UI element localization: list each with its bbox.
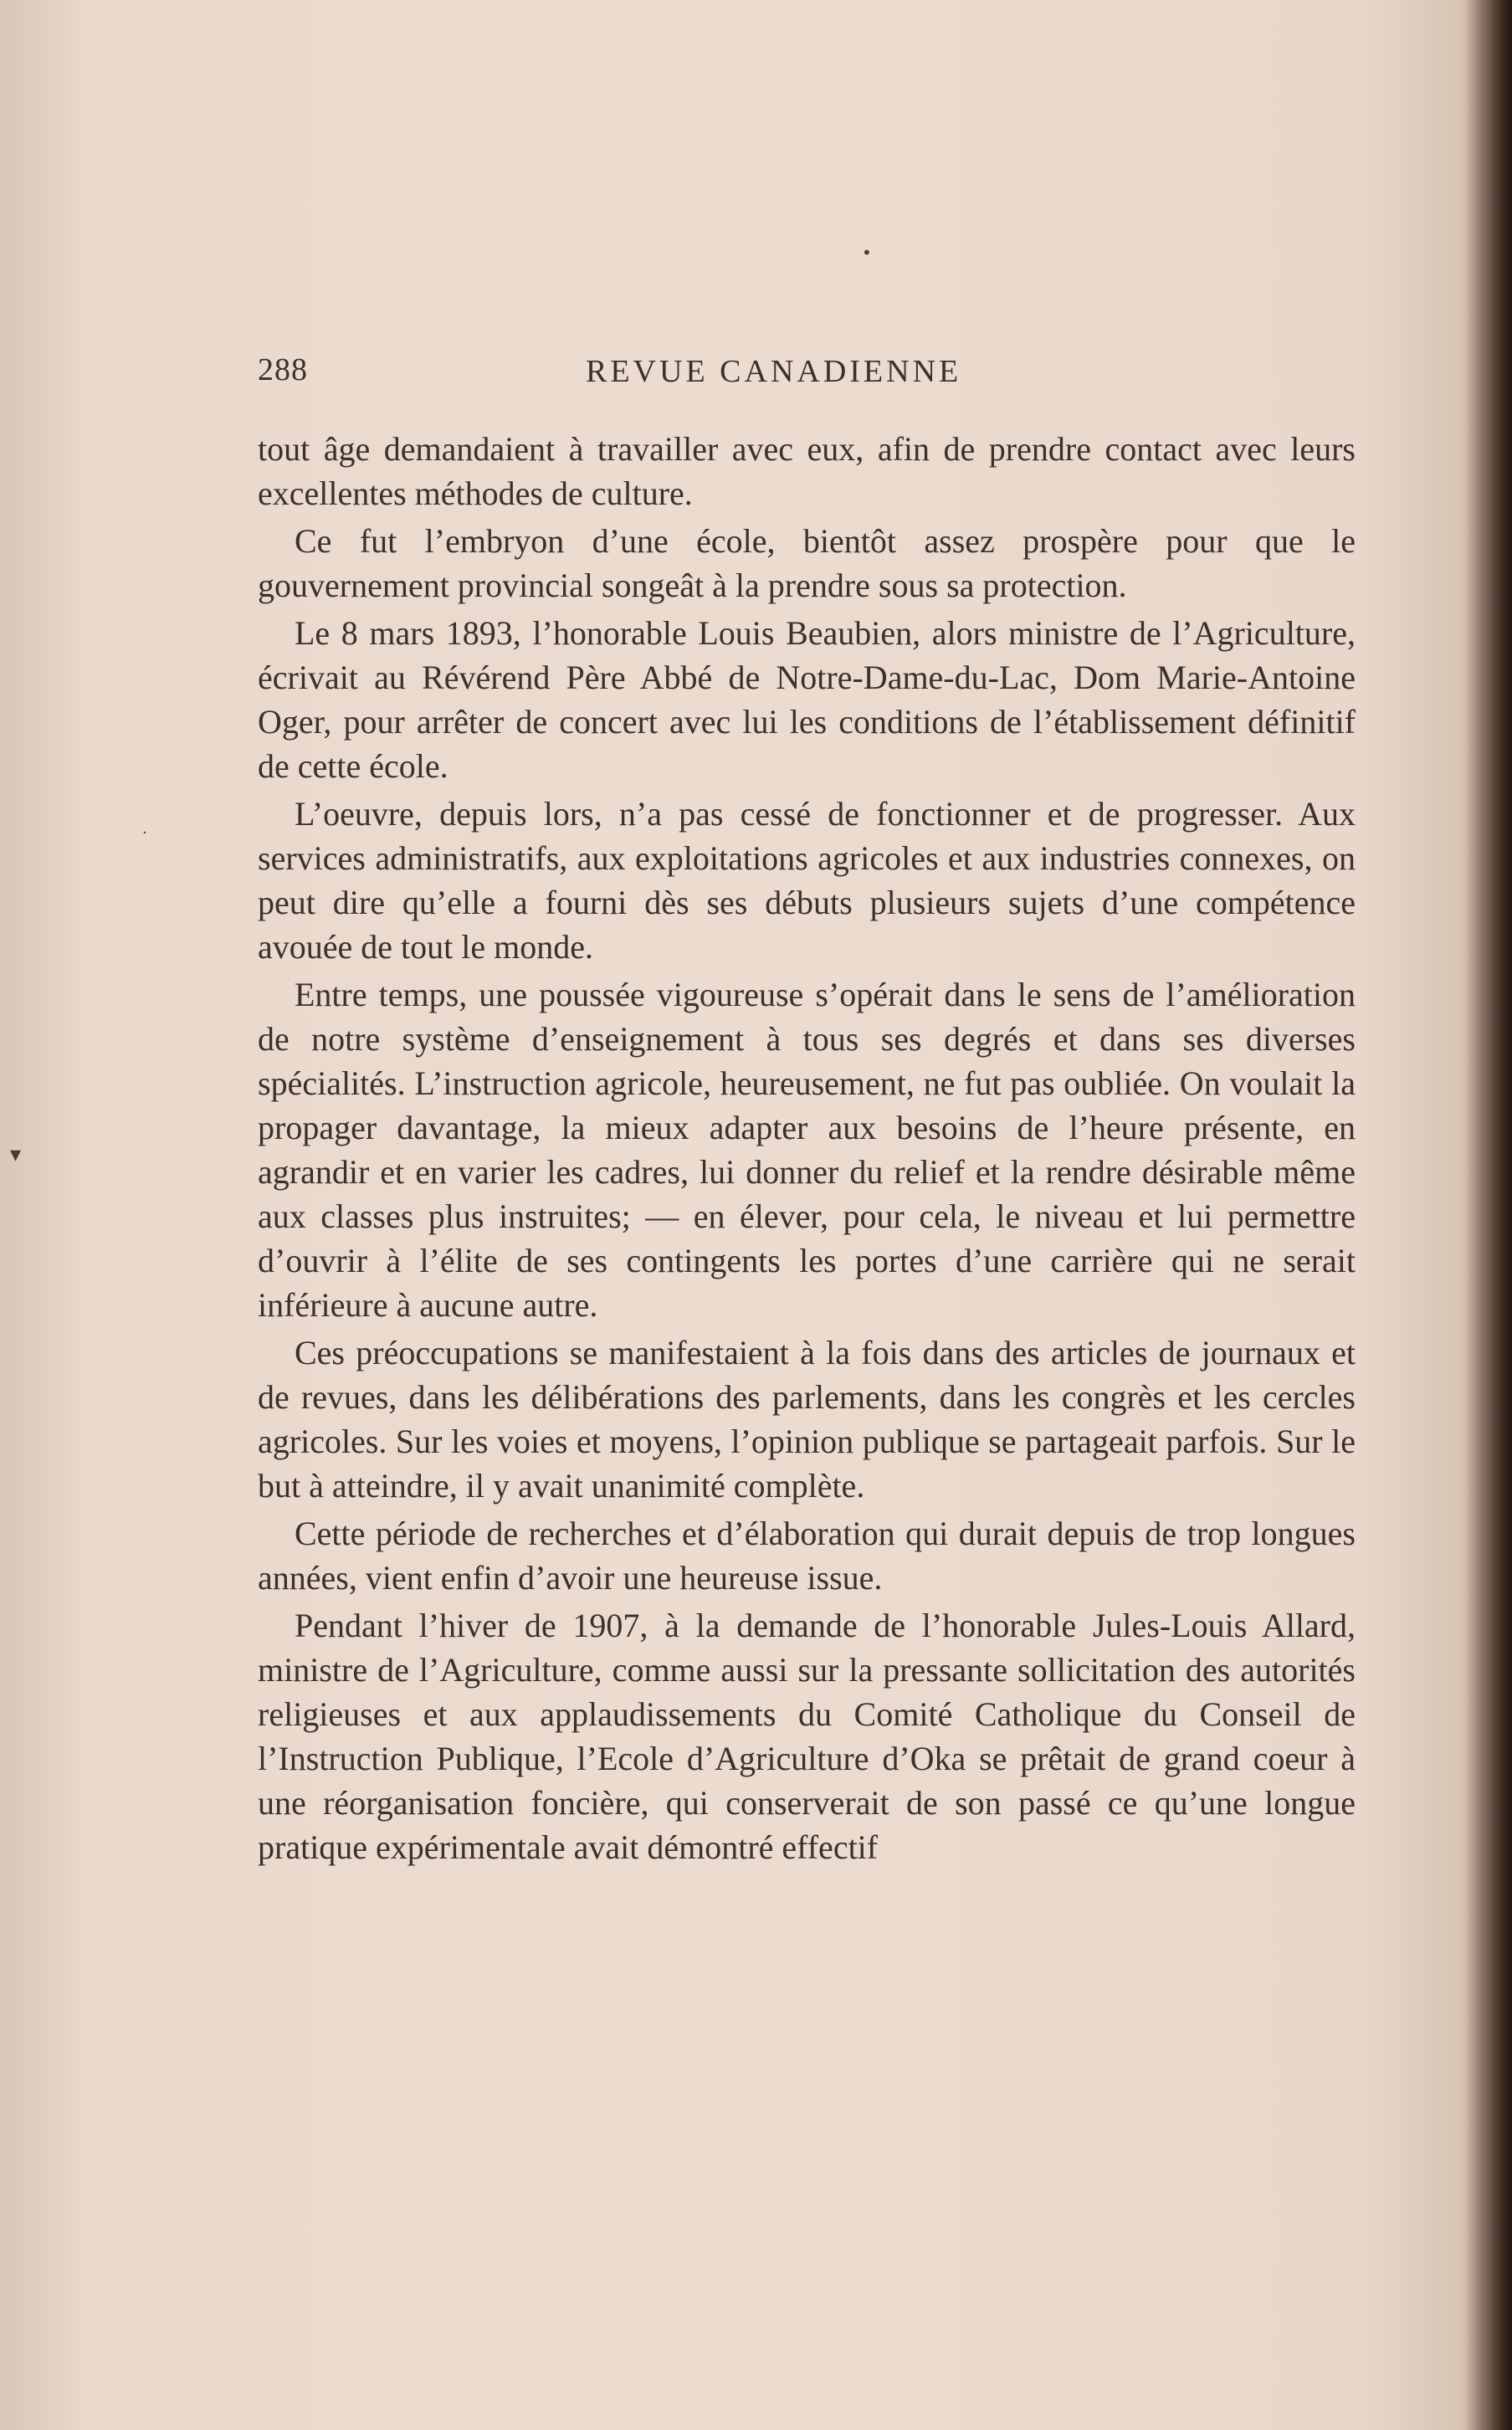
journal-title: REVUE CANADIENNE xyxy=(586,354,962,389)
paragraph: tout âge demandaient à travailler avec eux, afin de prendre contact avec leurs excellentes méthodes de culture. xyxy=(258,430,1356,512)
paragraph: Ces préoccupations se manifestaient à la fois dans des articles de journaux et de revues, dans les délibérations des parlements, dans les congrès et les cercles agricoles. Sur les voies et moyens, l’opinion publique se partageait parfois. Sur le but à atteindre, il y avait unanimité complète. xyxy=(258,1334,1356,1505)
paragraph: L’oeuvre, depuis lors, n’a pas cessé de fonctionner et de progresser. Aux services administratifs, aux exploitations agricoles et aux industries connexes, on peut dire qu’elle a fourni dès ses débuts plusieurs sujets d’une compétence avouée de tout le monde. xyxy=(258,795,1356,966)
body-text xyxy=(243,427,1364,1869)
running-head xyxy=(243,335,1364,393)
book-page xyxy=(243,335,1364,1873)
margin-dot-mark: • xyxy=(862,243,872,263)
paragraph: Pendant l’hiver de 1907, à la demande de l’honorable Jules-Louis Allard, ministre de l’Agriculture, comme aussi sur la pressante sollicitation des autorités religieuses et aux applaudissements du Comité Catholique du Conseil de l’Instruction Publique, l’Ecole d’Agriculture d’Oka se prêtait de grand coeur à une réorganisation foncière, qui conserverait de son passé ce qu’une longue pratique expérimentale avait démontré effectif xyxy=(258,1607,1356,1866)
margin-bullet-mark: ▾ xyxy=(10,1142,22,1167)
margin-dot-mark: · xyxy=(142,824,147,842)
paragraph: Cette période de recherches et d’élaboration qui durait depuis de trop longues années, vient enfin d’avoir une heureuse issue. xyxy=(258,1515,1356,1597)
page-edge-shadow xyxy=(1462,0,1512,2430)
paragraph: Le 8 mars 1893, l’honorable Louis Beaubien, alors ministre de l’Agriculture, écrivait au Révérend Père Abbé de Notre-Dame-du-Lac, Dom Marie-Antoine Oger, pour arrêter de concert avec lui les conditions de l’établissement définitif de cette école. xyxy=(258,614,1356,785)
paragraph: Ce fut l’embryon d’une école, bientôt assez prospère pour que le gouvernement provincial songeât à la prendre sous sa protection. xyxy=(258,522,1356,604)
page-number: 288 xyxy=(258,352,308,387)
paragraph: Entre temps, une poussée vigoureuse s’opérait dans le sens de l’amélioration de notre système d’enseignement à tous ses degrés et dans ses diverses spécialités. L’instruction agricole, heureusement, ne fut pas oubliée. On voulait la propager davantage, la mieux adapter aux besoins de l’heure présente, en agrandir et en varier les cadres, lui donner du relief et la rendre désirable même aux classes plus instruites; — en élever, pour cela, le niveau et lui permettre d’ouvrir à l’élite de ses contingents les portes d’une carrière qui ne serait inférieure à aucune autre. xyxy=(258,976,1356,1324)
